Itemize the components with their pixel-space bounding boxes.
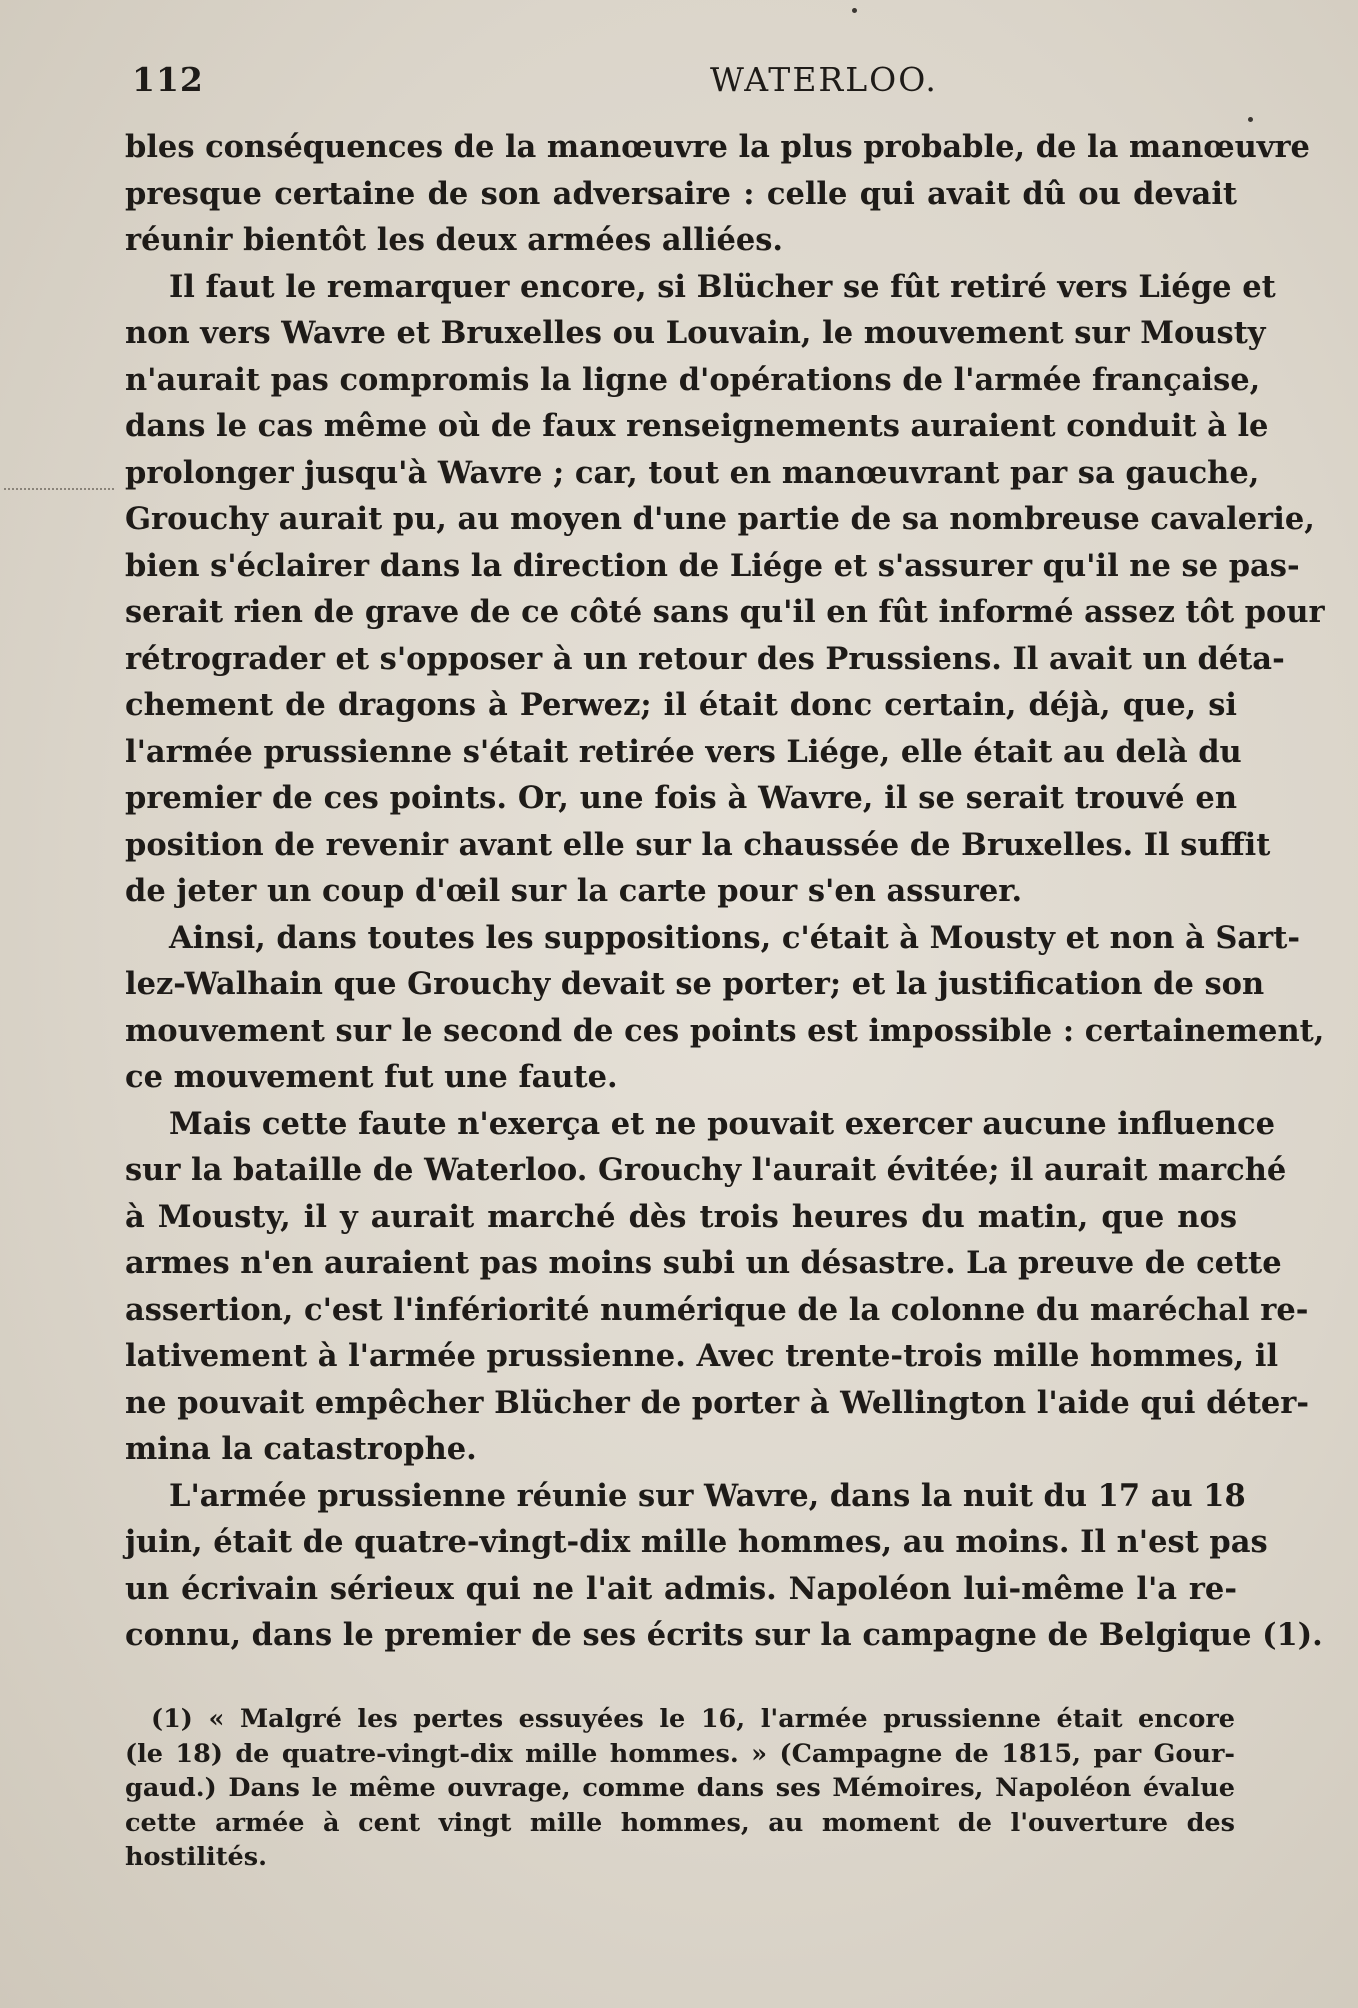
body-line: lativement à l'armée prussienne. Avec trente-trois mille hommes, il xyxy=(125,1338,1279,1374)
body-line: bles conséquences de la manœuvre la plus probable, de la manœuvre xyxy=(125,129,1310,165)
body-line: n'aurait pas compromis la ligne d'opérations de l'armée française, xyxy=(125,361,1261,398)
body-line: mouvement sur le second de ces points est impossible : certainement, xyxy=(125,1012,1325,1049)
body-line: armes n'en auraient pas moins subi un désastre. La preuve de cette xyxy=(125,1245,1282,1281)
body-line: ne pouvait empêcher Blücher de porter à Wellington l'aide qui déter- xyxy=(125,1384,1310,1421)
ink-speck xyxy=(852,8,857,13)
body-line: assertion, c'est l'infériorité numérique de la colonne du maréchal re- xyxy=(125,1291,1309,1328)
running-head xyxy=(132,60,1232,104)
body-text xyxy=(125,124,1325,1659)
body-line: à Mousty, il y aurait marché dès trois heures du matin, que nos xyxy=(125,1198,1237,1235)
body-line: Mais cette faute n'exerça et ne pouvait exercer aucune influence xyxy=(169,1105,1275,1142)
body-line: sur la bataille de Waterloo. Grouchy l'aurait évitée; il aurait marché xyxy=(125,1152,1287,1188)
body-line: ce mouvement fut une faute. xyxy=(125,1059,618,1095)
body-line: presque certaine de son adversaire : celle qui avait dû ou devait xyxy=(125,175,1237,212)
body-line: Il faut le remarquer encore, si Blücher se fût retiré vers Liége et xyxy=(169,268,1276,305)
body-line: L'armée prussienne réunie sur Wavre, dans la nuit du 17 au 18 xyxy=(169,1477,1246,1514)
body-line: un écrivain sérieux qui ne l'ait admis. Napoléon lui-même l'a re- xyxy=(125,1570,1237,1607)
body-line: bien s'éclairer dans la direction de Liége et s'assurer qu'il ne se pas- xyxy=(125,547,1300,584)
body-line: Ainsi, dans toutes les suppositions, c'était à Mousty et non à Sart- xyxy=(169,919,1300,956)
footnote xyxy=(125,1702,1235,1875)
body-line: lez-Walhain que Grouchy devait se porter; et la justification de son xyxy=(125,966,1265,1002)
body-line: premier de ces points. Or, une fois à Wavre, il se serait trouvé en xyxy=(125,780,1237,816)
body-line: connu, dans le premier de ses écrits sur la campagne de Belgique (1). xyxy=(125,1617,1323,1653)
body-line: dans le cas même où de faux renseignements auraient conduit à le xyxy=(125,408,1269,444)
footnote-line: cette armée à cent vingt mille hommes, au moment de l'ouverture des xyxy=(125,1807,1235,1838)
body-line: de jeter un coup d'œil sur la carte pour s'en assurer. xyxy=(125,873,1023,909)
body-line: Grouchy aurait pu, au moyen d'une partie de sa nombreuse cavalerie, xyxy=(125,501,1315,537)
body-line: juin, était de quatre-vingt-dix mille hommes, au moins. Il n'est pas xyxy=(125,1524,1268,1560)
body-line: prolonger jusqu'à Wavre ; car, tout en manœuvrant par sa gauche, xyxy=(125,454,1260,491)
footnote-line: (le 18) de quatre-vingt-dix mille hommes. » (Campagne de 1815, par Gour- xyxy=(125,1738,1235,1769)
margin-mark xyxy=(4,488,114,492)
body-line: chement de dragons à Perwez; il était donc certain, déjà, que, si xyxy=(125,687,1237,723)
footnote-line: hostilités. xyxy=(125,1842,267,1872)
body-line: rétrograder et s'opposer à un retour des Prussiens. Il avait un déta- xyxy=(125,640,1285,677)
ink-speck xyxy=(1248,117,1253,122)
footnote-line: (1) « Malgré les pertes essuyées le 16, l'armée prussienne était encore xyxy=(151,1704,1235,1734)
footnote-line: gaud.) Dans le même ouvrage, comme dans ses Mémoires, Napoléon évalue xyxy=(125,1773,1235,1803)
body-line: réunir bientôt les deux armées alliées. xyxy=(125,222,784,258)
body-line: non vers Wavre et Bruxelles ou Louvain, le mouvement sur Mousty xyxy=(125,315,1266,351)
body-line: mina la catastrophe. xyxy=(125,1431,477,1467)
running-title: WATERLOO. xyxy=(710,60,938,99)
body-line: position de revenir avant elle sur la chaussée de Bruxelles. Il suffit xyxy=(125,826,1271,863)
page-number: 112 xyxy=(132,60,204,99)
body-line: serait rien de grave de ce côté sans qu'il en fût informé assez tôt pour xyxy=(125,594,1325,630)
body-line: l'armée prussienne s'était retirée vers Liége, elle était au delà du xyxy=(125,733,1242,770)
